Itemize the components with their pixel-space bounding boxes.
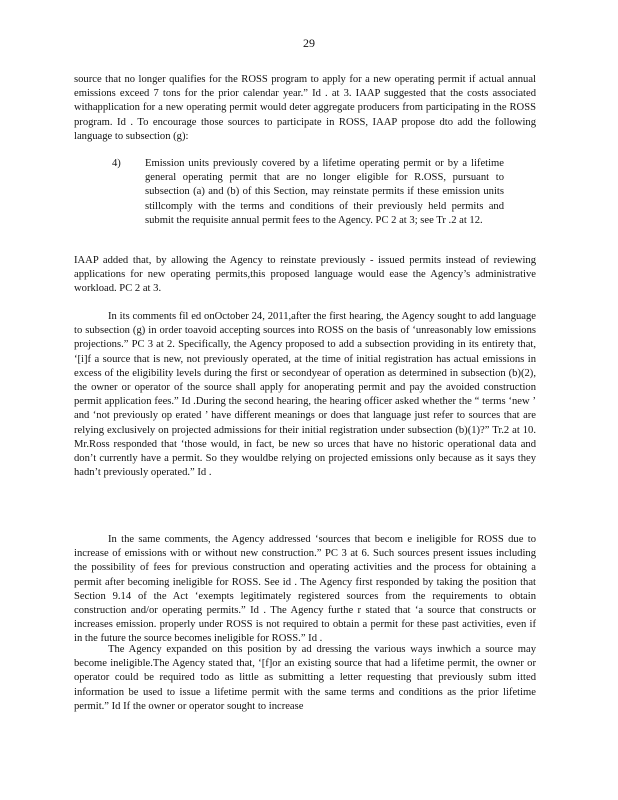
page-number: 29 (303, 36, 315, 50)
paragraph-agency-expanded: The Agency expanded on this position by ad dressing the various ways inwhich a source may become ineligible.The Agency stated that, ‘[f]or an existing source that had a lifetime permit, the owner or operator could be required todo as little as submitting a letter requesting that previously subm itted information be used to issue a lifetime permit with the same terms and conditions as the prior lifetime permit.” Id If the owner or operator sought to increase (74, 644, 536, 712)
quote-item-number: 4) (112, 158, 121, 169)
block-quote-proposed-language (112, 157, 504, 228)
quote-text: Emission units previously covered by a lifetime operating permit or by a lifetime general operating permit that are no longer eligible for R.OSS, pursuant to subsection (a) and (b) of this Section, may reinstate permits if these emission units stillcomply with the terms and conditions of their previously held permits and submit the requisite annual permit fees to the Agency. PC 2 at 3; see Tr .2 at 12. (145, 158, 504, 226)
paragraph-iaap-added: IAAP added that, by allowing the Agency to reinstate previously - issued permits instead of reviewing applications for new operating permits,this proposed language would ease the Agency’s administrative workload. PC 2 at 3. (74, 255, 536, 295)
paragraph-ineligible-sources: In the same comments, the Agency addressed ‘sources that becom e ineligible for ROSS due to increase of emissions with or without new construction.” PC 3 at 6. Such sources present issues including the possibility of fees for previous construction and operating activities and the process for obtaining a permit after becoming ineligible for ROSS. See id . The Agency first responded by taking the position that Section 9.14 of the Act ‘exempts legitimately registered sources from the requirements to obtain construction and/or operating permits.” Id . The Agency furthe r stated that ‘a source that constructs or increases emission. properly under ROSS is not required to obtain a permit for these past activities, even if in the future the source becomes ineligible for ROSS.” Id . (74, 534, 536, 645)
paragraph-iaap-request: source that no longer qualifies for the ROSS program to apply for a new operating permit if actual annual emissions exceed 7 tons for the prior calendar year.” Id . at 3. IAAP suggested that the costs associated withapplication for a new operating permit would deter aggregate producers from participating in the ROSS program. Id . To encourage those sources to participate in ROSS, IAAP propose dto add the following language to subsection (g): (74, 74, 536, 142)
paragraph-agency-comments: In its comments fil ed onOctober 24, 2011,after the first hearing, the Agency sought to add language to subsection (g) in order toavoid accepting sources into ROSS on the basis of ‘unreasonably low emissions projections.” PC 3 at 2. Specifically, the Agency proposed to add a subsection providing in its entirety that, ‘[i]f a source that is new, not previously operated, at the time of initial registration has actual emissions in excess of the eligibility levels during the first or secondyear of operation as determined in subsection (b)(2), the owner or operator of the source shall apply for anoperating permit and pay the avoided construction permit application fees.” Id .During the second hearing, the hearing officer asked whether the “ terms ‘new ’ and ‘not previously op erated ’ have different meanings or does that language just refer to sources that are relying exclusively on projected admissions for their initial registration under subsection (b)(1)?” Tr.2 at 10. Mr.Ross responded that ‘those would, in fact, be new so urces that have no historic operational data and don’t currently have a permit. So they wouldbe relying on projected emissions only because as it says they hadn’t previously operated.” Id . (74, 311, 536, 479)
